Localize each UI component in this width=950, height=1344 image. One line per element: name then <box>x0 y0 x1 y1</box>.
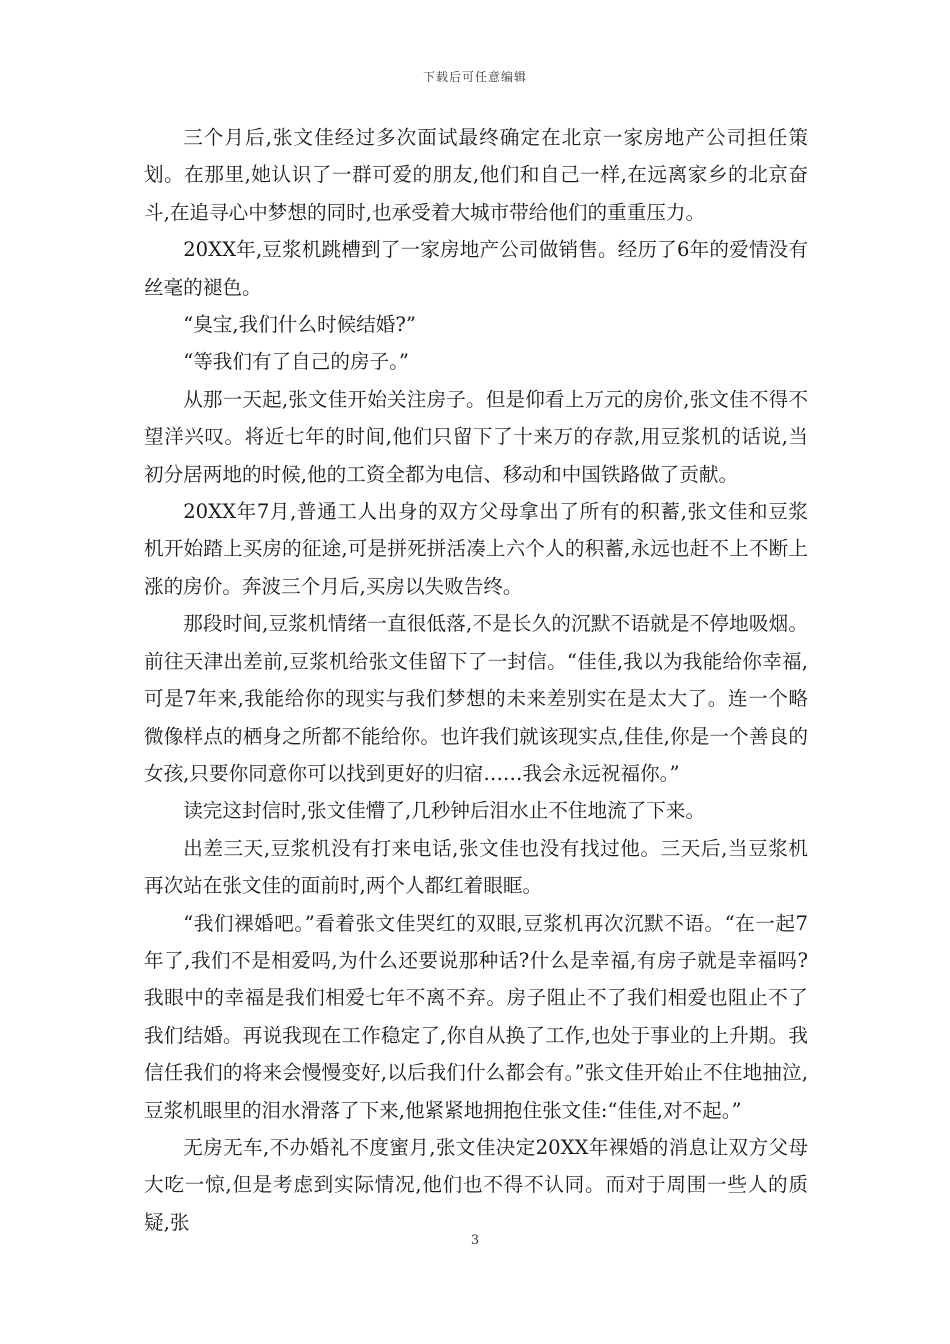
paragraph: “臭宝,我们什么时候结婚?” <box>183 313 416 337</box>
paragraph: 出差三天,豆浆机没有打来电话,张文佳也没有找过他。三天后,当豆浆机再次站在张文佳的面前时,两个人都红着眼眶。 <box>144 836 808 898</box>
paragraph: 20XX年,豆浆机跳槽到了一家房地产公司做销售。经历了6年的爱情没有丝毫的褪色。 <box>144 238 808 299</box>
document-body <box>144 119 808 1241</box>
page-number: 3 <box>470 1233 480 1248</box>
page-header: 下载后可任意编辑 <box>422 70 527 84</box>
paragraph: 无房无车,不办婚礼不度蜜月,张文佳决定20XX年裸婚的消息让双方父母大吃一惊,但是考虑到实际情况,他们也不得不认同。而对于周围一些人的质疑,张 <box>144 1135 808 1234</box>
paragraph: 从那一天起,张文佳开始关注房子。但是仰看上万元的房价,张文佳不得不望洋兴叹。将近七年的时间,他们只留下了十来万的存款,用豆浆机的话说,当初分居两地的时候,他的工资全都为电信、移动和中国铁路做了贡献。 <box>144 387 808 486</box>
paragraph: “等我们有了自己的房子。” <box>183 350 409 374</box>
paragraph: 读完这封信时,张文佳懵了,几秒钟后泪水止不住地流了下来。 <box>183 799 706 823</box>
paragraph: “我们裸婚吧。”看着张文佳哭红的双眼,豆浆机再次沉默不语。“在一起7年了,我们不是相爱吗,为什么还要说那种话?什么是幸福,有房子就是幸福吗?我眼中的幸福是我们相爱七年不离不弃。房子阻止不了我们相爱也阻止不了我们结婚。再说我现在工作稳定了,你自从换了工作,也处于事业的上升期。我信任我们的将来会慢慢变好,以后我们什么都会有。”张文佳开始止不住地抽泣,豆浆机眼里的泪水滑落了下来,他紧紧地拥抱住张文佳:“佳佳,对不起。” <box>144 911 808 1122</box>
paragraph: 20XX年7月,普通工人出身的双方父母拿出了所有的积蓄,张文佳和豆浆机开始踏上买房的征途,可是拼死拼活凑上六个人的积蓄,永远也赶不上不断上涨的房价。奔波三个月后,买房以失败告终。 <box>144 500 808 598</box>
paragraph: 三个月后,张文佳经过多次面试最终确定在北京一家房地产公司担任策划。在那里,她认识了一群可爱的朋友,他们和自己一样,在远离家乡的北京奋斗,在追寻心中梦想的同时,也承受着大城市带给他们的重重压力。 <box>144 126 808 224</box>
paragraph: 那段时间,豆浆机情绪一直很低落,不是长久的沉默不语就是不停地吸烟。前往天津出差前,豆浆机给张文佳留下了一封信。“佳佳,我以为我能给你幸福,可是7年来,我能给你的现实与我们梦想的未来差别实在是太大了。连一个略微像样点的栖身之所都不能给你。也许我们就该现实点,佳佳,你是一个善良的女孩,只要你同意你可以找到更好的归宿……我会永远祝福你。” <box>144 612 808 785</box>
